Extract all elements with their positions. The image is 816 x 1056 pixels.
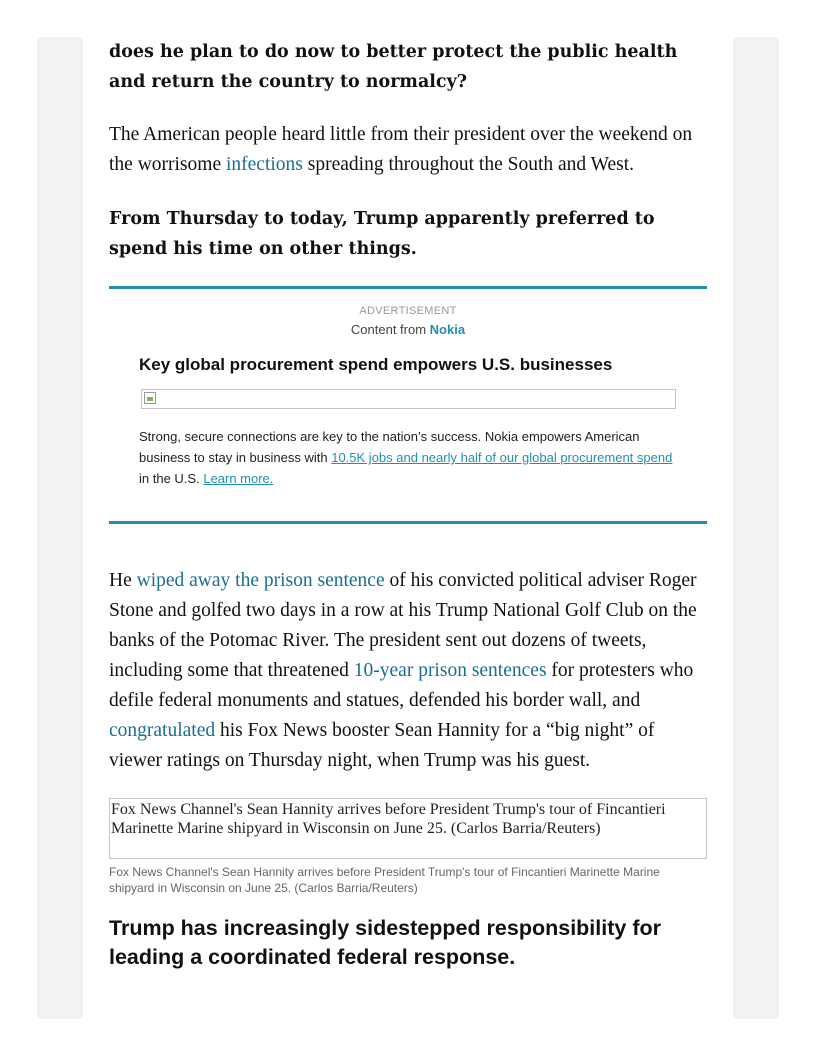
ad-sponsor-name: Nokia <box>429 322 466 337</box>
prison-sentence-link[interactable]: wiped away the prison sentence <box>136 570 385 591</box>
para1-text-after: spreading throughout the South and West. <box>302 154 635 175</box>
ad-text-mid: in the U.S. <box>139 471 204 486</box>
infections-link[interactable]: infections <box>225 154 303 175</box>
ad-text-before: Strong, secure connections are key to the nation’s success. Nokia empowers American business to stay in business with <box>139 429 640 465</box>
paragraph-infections <box>109 120 707 180</box>
right-gutter <box>733 37 779 1019</box>
para2-t2: of his convicted political adviser Roger Stone and golfed two days in a row at his Trump National Golf Club on the banks of the Potomac River. The president sent out dozens of tweets, including some that threatened <box>109 570 697 681</box>
article-image <box>109 798 707 859</box>
ad-image-placeholder <box>141 389 676 409</box>
image-caption: Fox News Channel's Sean Hannity arrives before President Trump's tour of Fincantieri Marinette Marine shipyard in Wisconsin on June 25. (Carlos Barria/Reuters) <box>109 865 660 895</box>
ad-sponsor-line <box>109 322 707 337</box>
congratulated-link[interactable]: congratulated <box>109 720 216 741</box>
left-gutter <box>37 37 83 1019</box>
para2-t4: his Fox News booster Sean Hannity for a “big night” of viewer ratings on Thursday night, when Trump was his guest. <box>109 720 655 771</box>
section-subhead: Trump has increasingly sidestepped responsibility for leading a coordinated federal response. <box>109 916 661 969</box>
ad-body-text <box>139 426 679 489</box>
lead-bold-paragraph: does he plan to do now to better protect the public health and return the country to normalcy? <box>109 42 678 92</box>
ad-learn-more-link[interactable]: Learn more. <box>203 471 274 486</box>
broken-image-icon <box>144 392 156 404</box>
bold-paragraph-thursday: From Thursday to today, Trump apparently preferred to spend his time on other things. <box>109 209 655 259</box>
para2-t3: for protesters who defile federal monuments and statues, defended his border wall, and <box>109 660 694 711</box>
image-alt-text: Fox News Channel's Sean Hannity arrives before President Trump's tour of Fincantieri Marinette Marine shipyard in Wisconsin on June 25. (Carlos Barria/Reuters) <box>111 801 666 837</box>
paragraph-stone <box>109 566 707 776</box>
ad-jobs-link[interactable]: 10.5K jobs and nearly half of our global procurement spend <box>331 450 673 465</box>
para2-t1: He <box>109 570 137 591</box>
para1-text-before: The American people heard little from their president over the weekend on the worrisome <box>109 124 693 175</box>
ad-label: ADVERTISEMENT <box>359 305 457 317</box>
ten-year-sentences-link[interactable]: 10-year prison sentences <box>353 660 547 681</box>
ad-from-prefix: Content from <box>350 322 430 337</box>
ad-title: Key global procurement spend empowers U.S. businesses <box>139 355 613 374</box>
advertisement-block <box>109 286 707 524</box>
